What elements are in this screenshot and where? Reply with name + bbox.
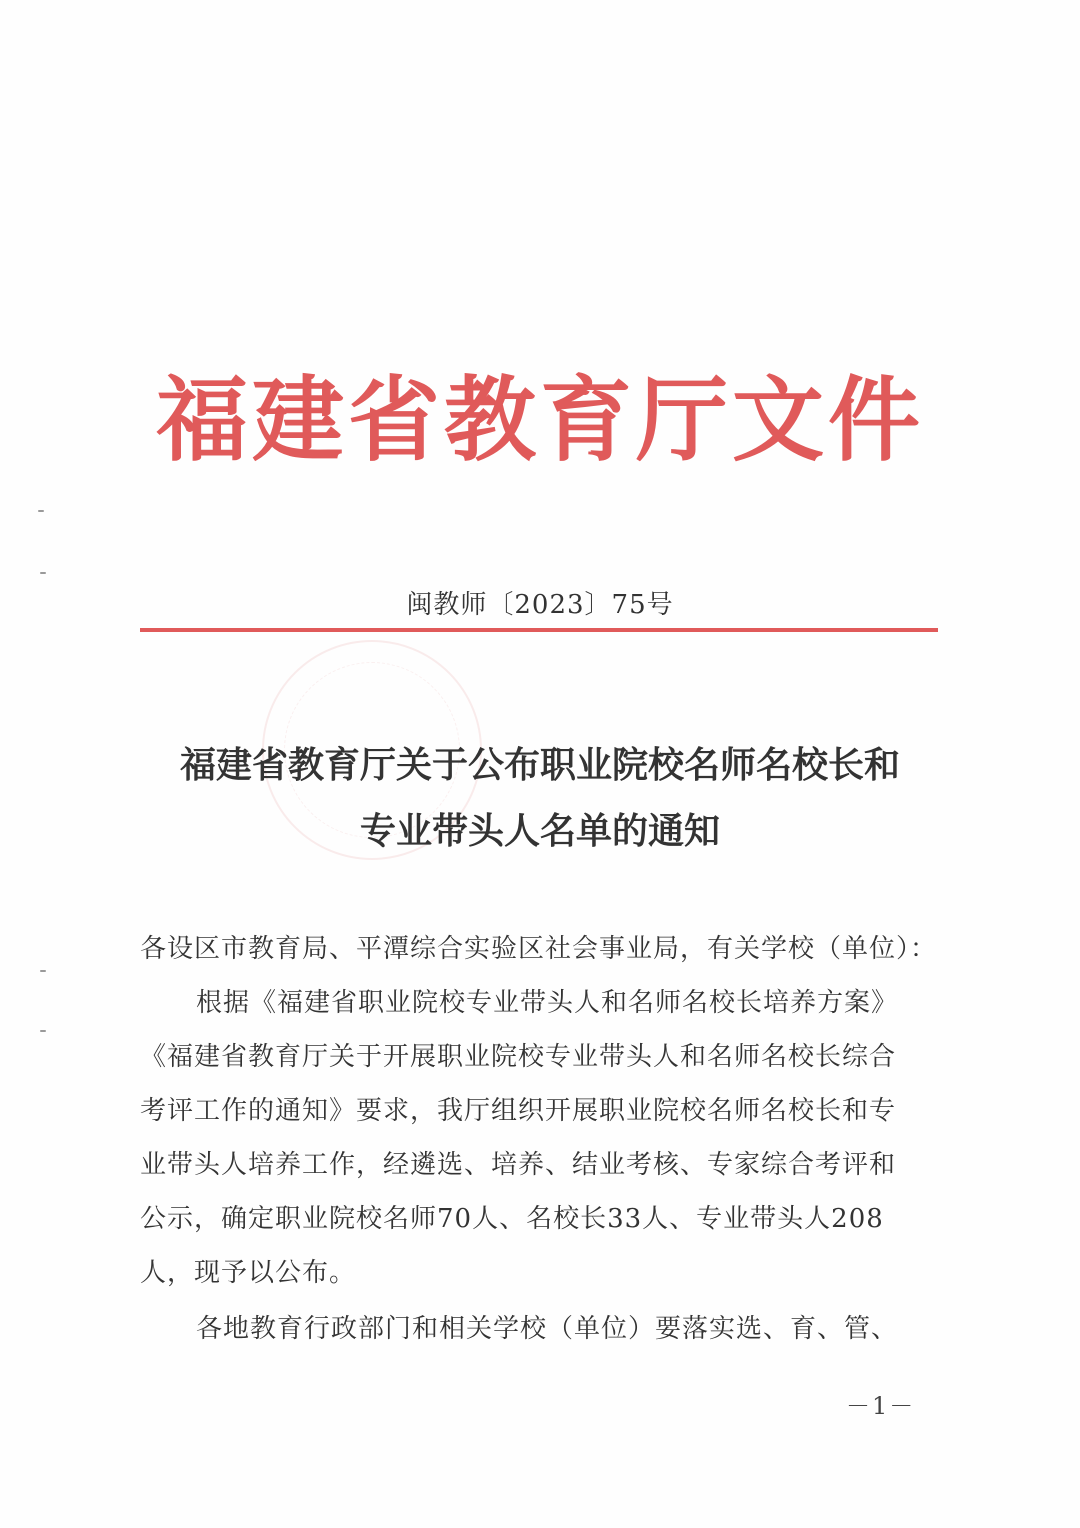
paragraph-1-line: 业带头人培养工作，经遴选、培养、结业考核、专家综合考评和: [140, 1150, 897, 1180]
addressee-line: 各设区市教育局、平潭综合实验区社会事业局，有关学校（单位）：: [140, 934, 938, 964]
scan-speck: [40, 1030, 46, 1032]
notice-title-line-1: 福建省教育厅关于公布职业院校名师名校长和: [179, 744, 900, 786]
scan-speck: [38, 510, 44, 512]
page-number: －1－: [846, 1392, 916, 1420]
paragraph-1-line: 《福建省教育厅关于开展职业院校专业带头人和名师名校长综合: [140, 1042, 897, 1072]
scan-speck: [40, 970, 46, 972]
scan-speck: [40, 572, 46, 574]
notice-body: [140, 922, 940, 1356]
red-divider-rule: [140, 628, 938, 632]
notice-title: [100, 732, 980, 864]
paragraph-1-line: 考评工作的通知》要求，我厅组织开展职业院校名师名校长和专: [140, 1096, 897, 1126]
paragraph-1-line: 公示，确定职业院校名师70人、名校长33人、专业带头人208: [140, 1204, 884, 1234]
notice-title-line-2: 专业带头人名单的通知: [359, 810, 720, 852]
paragraph-2-line: 各地教育行政部门和相关学校（单位）要落实选、育、管、: [196, 1314, 899, 1344]
paragraph-1-line: 根据《福建省职业院校专业带头人和名师名校长培养方案》: [196, 988, 899, 1018]
paragraph-1-line: 人，现予以公布。: [140, 1258, 357, 1288]
document-masthead: 福建省教育厅文件: [155, 366, 924, 474]
document-number: 闽教师〔2023〕75号: [406, 590, 674, 620]
